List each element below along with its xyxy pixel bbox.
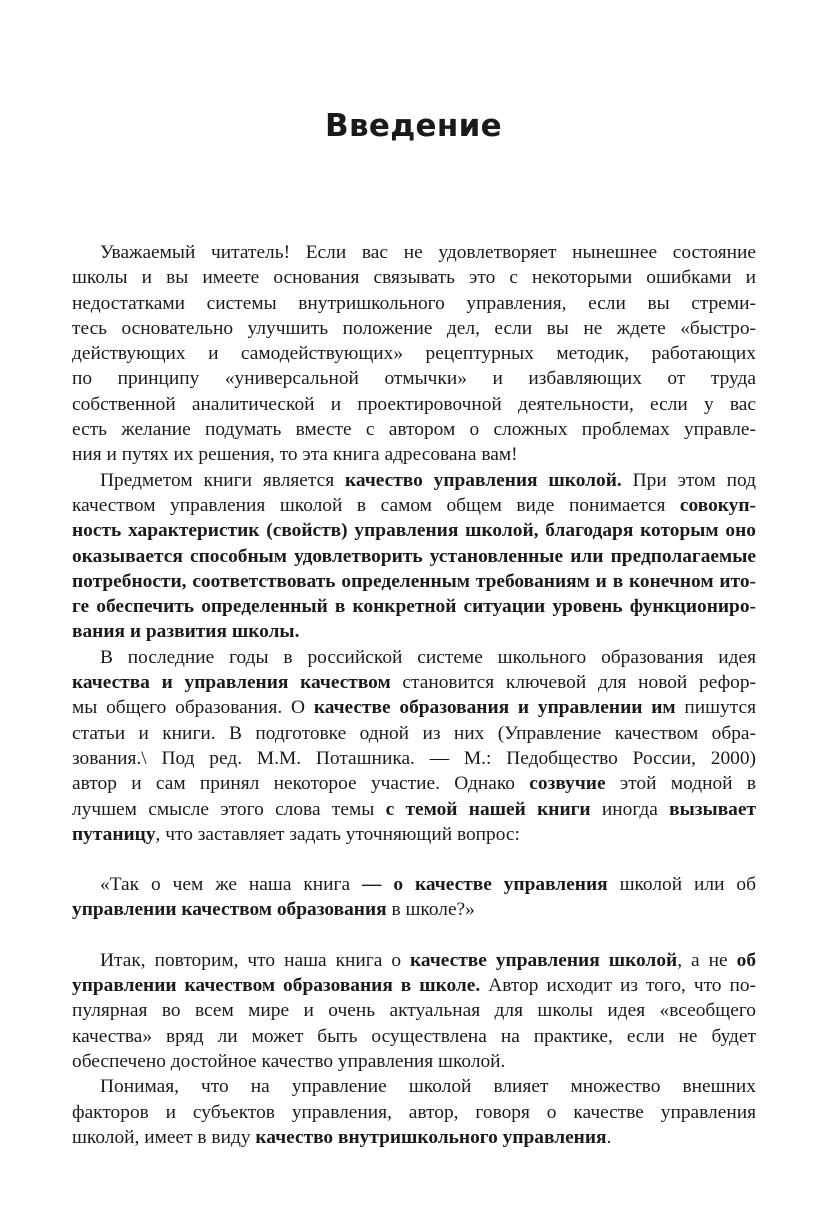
bold-text: управлении качеством образования в школе. (72, 975, 481, 997)
text-line (72, 1125, 756, 1150)
bold-text: управлении качеством образования (72, 899, 387, 921)
text-run: по принципу «универсальной отмычки» и избавляющих от труда (72, 368, 756, 390)
text-run: этой модной в (605, 773, 756, 795)
text-run: Предметом книги является (100, 469, 346, 491)
text-run: , что заставляет задать уточняющий вопрос: (155, 823, 520, 845)
text-run: иногда (590, 798, 670, 820)
bold-text: качества и управления качеством (72, 672, 391, 694)
text-line (72, 998, 756, 1023)
text-line (72, 1100, 756, 1125)
text-line (72, 544, 756, 569)
text-run: недостатками системы внутришкольного управления, если вы стреми- (72, 292, 756, 314)
text-line (72, 973, 756, 998)
text-line (72, 366, 756, 391)
text-run: , а не (677, 949, 737, 971)
text-run: лучшем смысле этого слова темы (72, 798, 386, 820)
paragraph (72, 645, 756, 847)
text-run: факторов и субъектов управления, автор, говоря о качестве управления (72, 1101, 756, 1123)
text-line (72, 569, 756, 594)
text-line (72, 265, 756, 290)
paragraph (72, 872, 756, 923)
text-line (72, 670, 756, 695)
bold-text: качестве управления школой (410, 949, 678, 971)
text-run: статьи и книги. В подготовке одной из них (Управление качеством обра- (72, 722, 756, 744)
bold-text: с темой нашей книги (385, 798, 591, 820)
text-line (72, 897, 756, 922)
paragraph (72, 468, 756, 645)
text-line (72, 316, 756, 341)
bold-text: оказывается способным удовлетворить установленные или предполагаемые (72, 545, 756, 567)
text-line (72, 341, 756, 366)
paragraph-gap (72, 923, 756, 948)
text-run: школы и вы имеете основания связывать это с некоторыми ошибками и (72, 267, 756, 289)
text-run: становится ключевой для новой рефор- (390, 672, 756, 694)
text-run: обеспечено достойное качество управления школой. (72, 1050, 506, 1072)
paragraph (72, 1074, 756, 1150)
text-line (72, 493, 756, 518)
text-line (72, 291, 756, 316)
bold-text: вания и развития школы. (72, 621, 300, 643)
text-line (72, 695, 756, 720)
text-run: . (606, 1126, 612, 1148)
bold-text: — о качестве управления (362, 874, 608, 896)
bold-text: качество управления школой. (345, 469, 622, 491)
bold-text: потребности, соответствовать определенным требованиям и в конечном ито- (72, 570, 756, 592)
text-run: действующих и самодействующих» рецептурных методик, работающих (72, 343, 756, 365)
text-run: собственной аналитической и проектировочной деятельности, если у вас (72, 393, 756, 415)
text-line (72, 468, 756, 493)
text-run: Понимая, что на управление школой влияет множество внешних (100, 1076, 756, 1098)
bold-text: ность характеристик (свойств) управления школой, благодаря которым оно (72, 520, 756, 542)
text-line (72, 417, 756, 442)
text-run: школой, имеет в виду (72, 1126, 256, 1148)
bold-text: об (736, 949, 757, 971)
bold-text: путаницу (72, 823, 156, 845)
paragraph (72, 948, 756, 1074)
text-run: При этом под (621, 469, 756, 491)
text-run: ния и путях их решения, то эта книга адресована вам! (72, 444, 518, 466)
text-run: Уважаемый читатель! Если вас не удовлетворяет нынешнее состояние (100, 242, 756, 263)
text-run: пишутся (675, 697, 756, 719)
text-run: зования.\ Под ред. М.М. Поташника. — М.: Педобщество России, 2000) (72, 747, 756, 769)
text-line (72, 721, 756, 746)
bold-text: вызывает (669, 798, 756, 820)
bold-text: ге обеспечить определенный в конкретной ситуации уровень функциониро- (72, 596, 756, 618)
page-title: Введение (325, 108, 502, 144)
paragraph-gap (72, 847, 756, 872)
text-run: школой или об (607, 874, 756, 896)
text-run: качества» вряд ли может быть осуществлена на практике, если не будет (72, 1025, 756, 1047)
text-line (72, 518, 756, 543)
text-run: пулярная во всем мире и очень актуальная для школы идея «всеобщего (72, 1000, 756, 1022)
text-line (72, 645, 756, 670)
text-line (72, 872, 756, 897)
text-line (72, 594, 756, 619)
text-line (72, 392, 756, 417)
text-line (72, 948, 756, 973)
text-run: «Так о чем же наша книга (100, 874, 363, 896)
text-run: тесь основательно улучшить положение дел, если вы не ждете «быстро- (72, 317, 756, 339)
text-line (72, 771, 756, 796)
bold-text: качество внутришкольного управления (255, 1126, 607, 1148)
text-line (72, 619, 756, 644)
bold-text: совокуп- (679, 494, 756, 516)
text-run: В последние годы в российской системе школьного образования идея (100, 646, 756, 668)
text-line (72, 797, 756, 822)
text-run: качеством управления школой в самом общем виде понимается (72, 494, 680, 516)
bold-text: качестве образования и управлении им (313, 697, 676, 719)
text-line (72, 1049, 756, 1074)
bold-text: созвучие (529, 773, 606, 795)
text-line (72, 1024, 756, 1049)
text-line (72, 746, 756, 771)
text-run: Автор исходит из того, что по- (480, 975, 756, 997)
text-run: мы общего образования. О (72, 697, 314, 719)
text-line (72, 240, 756, 265)
text-run: Итак, повторим, что наша книга о (100, 949, 411, 971)
text-run: автор и сам принял некоторое участие. Однако (72, 773, 530, 795)
paragraph (72, 240, 756, 468)
text-run: есть желание подумать вместе с автором о сложных проблемах управле- (72, 419, 756, 441)
text-line (72, 822, 756, 847)
body-text (72, 240, 756, 1150)
text-line (72, 442, 756, 467)
text-run: в школе?» (386, 899, 475, 921)
text-line (72, 1074, 756, 1099)
